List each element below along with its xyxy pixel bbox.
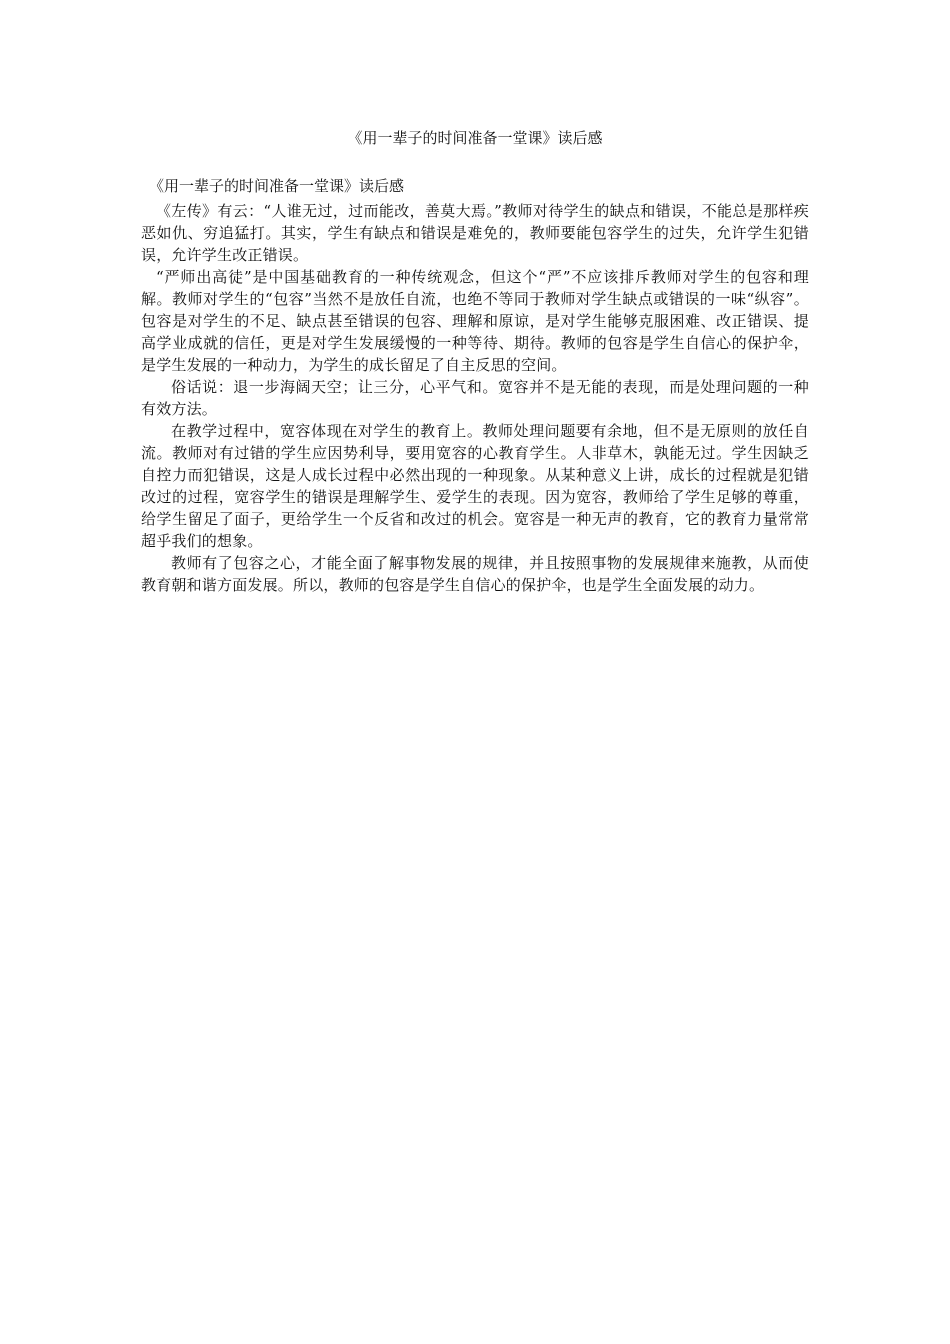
paragraph-teaching-process: 在教学过程中，宽容体现在对学生的教育上。教师处理问题要有余地，但不是无原则的放任自流。教师对有过错的学生应因势利导，要用宽容的心教育学生。人非草木，孰能无过。学生因缺乏自控力而犯错误，这是人成长过程中必然出现的一种现象。从某种意义上讲，成长的过程就是犯错改过的过程，宽容学生的错误是理解学生、爱学生的表现。因为宽容，教师给了学生足够的尊重，给学生留足了面子，更给学生一个反省和改过的机会。宽容是一种无声的教育，它的教育力量常常超乎我们的想象。	[141, 422, 809, 550]
paragraph-conclusion: 教师有了包容之心，才能全面了解事物发展的规律，并且按照事物的发展规律来施教，从而使教育朝和谐方面发展。所以，教师的包容是学生自信心的保护伞，也是学生全面发展的动力。	[141, 554, 809, 594]
paragraph-zuozhuan: 《左传》有云：“人谁无过，过而能改，善莫大焉。”教师对待学生的缺点和错误，不能总是那样疾恶如仇、穷追猛打。其实，学生有缺点和错误是难免的，教师要能包容学生的过失，允许学生犯错误，允许学生改正错误。	[141, 202, 809, 264]
paragraph-strict-teacher: “严师出高徒”是中国基础教育的一种传统观念，但这个“严”不应该排斥教师对学生的包容和理解。教师对学生的“包容”当然不是放任自流，也绝不等同于教师对学生缺点或错误的一味“纵容”。包容是对学生的不足、缺点甚至错误的包容、理解和原谅，是对学生能够克服困难、改正错误、提高学业成就的信任，更是对学生发展缓慢的一种等待、期待。教师的包容是学生自信心的保护伞，是学生发展的一种动力，为学生的成长留足了自主反思的空间。	[141, 268, 809, 374]
document-body	[141, 176, 809, 596]
document-subtitle: 《用一辈子的时间准备一堂课》读后感	[149, 177, 405, 195]
document-title: 《用一辈子的时间准备一堂课》读后感	[347, 129, 603, 147]
paragraph-proverb: 俗话说：退一步海阔天空；让三分，心平气和。宽容并不是无能的表现，而是处理问题的一种有效方法。	[141, 378, 809, 418]
